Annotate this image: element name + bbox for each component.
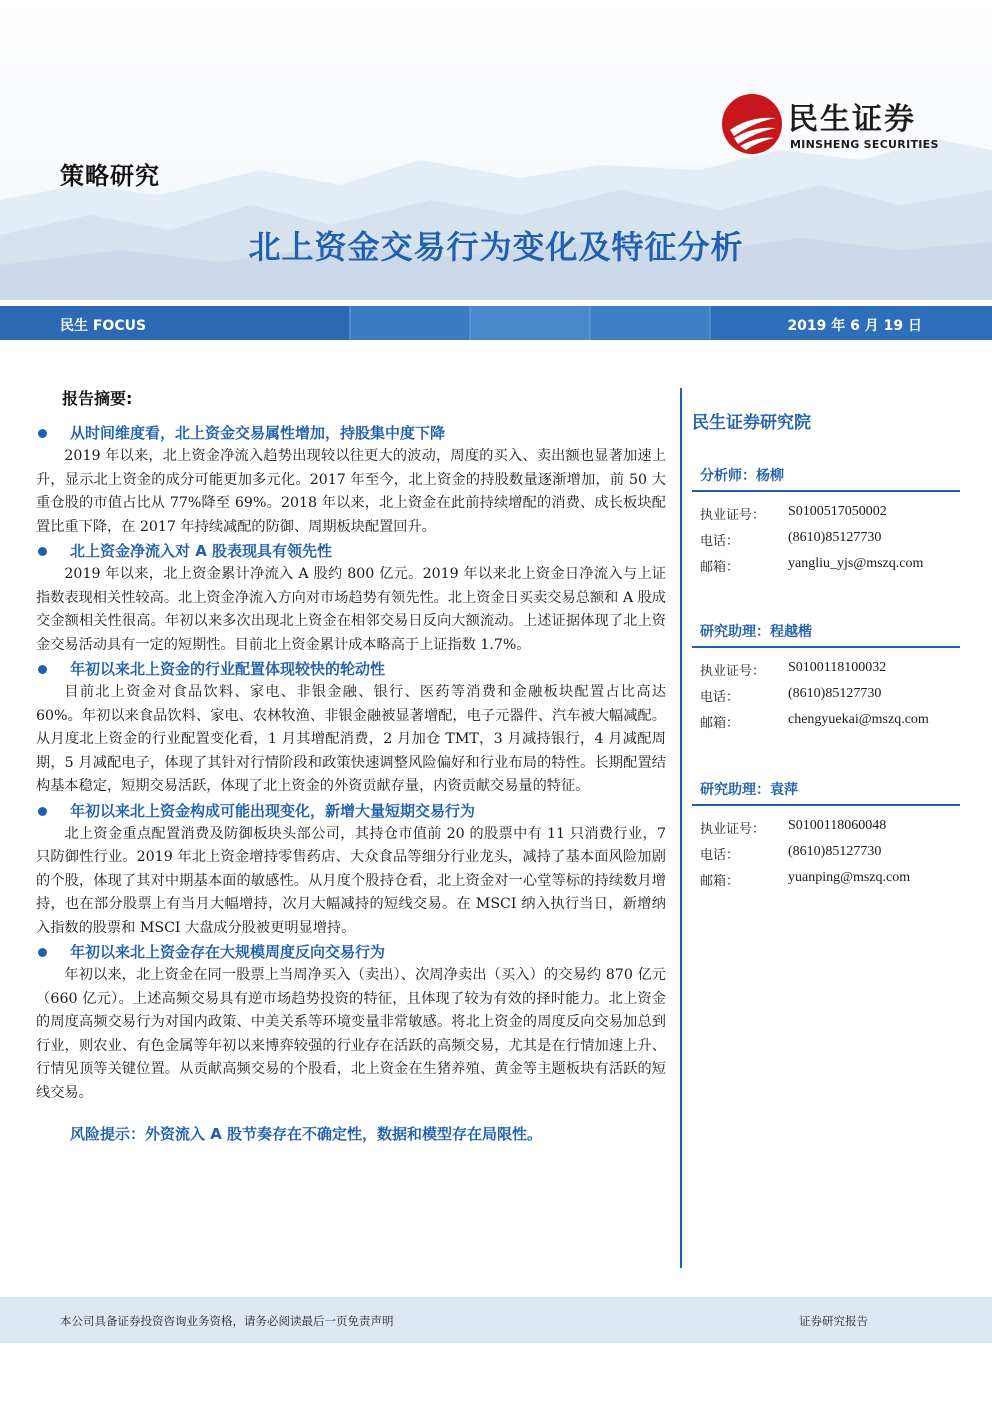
section-heading — [36, 940, 666, 964]
report-header — [0, 0, 992, 300]
analyst-info-row — [692, 708, 960, 734]
section-heading — [36, 539, 666, 563]
logo-mark-icon — [720, 92, 784, 156]
section-heading-text: 年初以来北上资金的行业配置体现较快的轮动性 — [70, 660, 386, 678]
analyst-info-row — [692, 814, 960, 840]
abstract-section — [36, 940, 666, 1105]
analyst-card — [692, 464, 960, 578]
abstract-section — [36, 657, 666, 799]
email-address[interactable]: yuanping@mszq.com — [788, 870, 911, 885]
abstract-section — [36, 539, 666, 657]
series-label: 民生 FOCUS — [60, 318, 147, 334]
bullet-icon — [38, 948, 47, 957]
title-band — [0, 306, 992, 340]
phone-number: (8610)85127730 — [788, 686, 882, 701]
section-body: 2019 年以来，北上资金累计净流入 A 股约 800 亿元。2019 年以来北上资金日净流入与上证指数表现相关性较高。北上资金净流入方向对市场趋势有领先性。北上资金日买卖交易总额和 A 股成交金额相关性很高。年初以来多次出现北上资金在相邻交易日反向大额流动。上述证据体现了北上资金交易活动具有一定的短期性。目前北上资金累计成本略高于上证指数 1.7%。 — [36, 566, 666, 653]
analyst-rule — [692, 646, 960, 648]
analyst-role: 研究助理：程越楷 — [700, 624, 812, 640]
info-key: 执业证号： — [700, 822, 766, 837]
section-body: 年初以来，北上资金在同一股票上当周净买入（卖出）、次周净卖出（买入）的交易约 870 亿元（660 亿元）。上述高频交易具有逆市场趋势投资的特征，且体现了较为有效的择时能力。北上资金的周度高频交易行为对国内政策、中美关系等环境变量非常敏感。将北上资金的周度反向交易加总到行业，则农业、有色金属等年初以来博弈较强的行业存在活跃的高频交易，尤其是在行情加速上升、行情见顶等关键位置。从贡献高频交易的个股看，北上资金在生猪养殖、黄金等主题板块有活跃的短线交易。 — [36, 967, 666, 1101]
company-logo — [720, 92, 960, 158]
abstract-section — [36, 799, 666, 941]
analyst-info-row — [692, 682, 960, 708]
info-key: 邮箱： — [700, 716, 740, 731]
report-category: 策略研究 — [60, 162, 160, 190]
abstract-title: 报告摘要: — [62, 389, 133, 408]
logo-english-name: MINSHENG SECURITIES — [790, 138, 939, 151]
analyst-info-row — [692, 552, 960, 578]
report-date: 2019 年 6 月 19 日 — [787, 318, 922, 334]
section-heading-text: 北上资金净流入对 A 股表现具有领先性 — [70, 542, 333, 560]
report-type-label: 证券研究报告 — [799, 1314, 868, 1328]
analyst-role: 研究助理：袁萍 — [700, 782, 798, 798]
page-footer — [0, 1297, 992, 1343]
email-address[interactable]: chengyuekai@mszq.com — [788, 712, 929, 727]
info-key: 执业证号： — [700, 508, 766, 523]
sidebar-divider — [680, 388, 682, 1268]
analyst-rule — [692, 490, 960, 492]
analyst-rule — [692, 804, 960, 806]
license-number: S0100118060048 — [788, 818, 887, 833]
info-key: 电话： — [700, 848, 740, 863]
disclaimer-note: 本公司具备证券投资咨询业务资格，请务必阅读最后一页免责声明 — [60, 1314, 394, 1328]
bullet-icon — [38, 547, 47, 556]
analyst-card — [692, 778, 960, 892]
section-body: 北上资金重点配置消费及防御板块头部公司，其持仓市值前 20 的股票中有 11 只消费行业，7 只防御性行业。2019 年北上资金增持零售药店、大众食品等细分行业龙头，减持了基本面风险加剧的个股，体现了其对中期基本面的敏感性。从月度个股持仓看，北上资金对一心堂等标的持续数月增持，也在部分股票上有当月大幅增持，次月大幅减持的短线交易。在 MSCI 纳入执行当日，新增纳入指数的股票和 MSCI 大盘成分股被更明显增持。 — [36, 825, 666, 936]
section-heading — [36, 799, 666, 823]
logo-chinese-name: 民生证券 — [788, 102, 916, 137]
analyst-info-row — [692, 866, 960, 892]
analyst-info-row — [692, 500, 960, 526]
section-body: 目前北上资金对食品饮料、家电、非银金融、银行、医药等消费和金融板块配置占比高达 60%。年初以来食品饮料、家电、农林牧渔、非银金融被显著增配，电子元器件、汽车被大幅减配。从月度北上资金的行业配置变化看，1 月其增配消费，2 月加仓 TMT，3 月减持银行，4 月减配周期，5 月减配电子，体现了其针对行情阶段和政策快速调整风险偏好和行业布局的特性。长期配置结构基本稳定，短期交易活跃，体现了北上资金的外资贡献存量，内资贡献交易量的特征。 — [36, 684, 666, 794]
info-key: 电话： — [700, 690, 740, 705]
phone-number: (8610)85127730 — [788, 530, 882, 545]
report-abstract — [36, 386, 666, 1144]
analyst-info-row — [692, 656, 960, 682]
analyst-info-row — [692, 526, 960, 552]
risk-warning: 风险提示：外资流入 A 股节奏存在不确定性，数据和模型存在局限性。 — [70, 1125, 543, 1143]
license-number: S0100517050002 — [788, 504, 887, 519]
abstract-section — [36, 421, 666, 539]
section-heading — [36, 421, 666, 445]
info-key: 邮箱： — [700, 874, 740, 889]
analyst-info-row — [692, 840, 960, 866]
info-key: 邮箱： — [700, 560, 740, 575]
analyst-role: 分析师：杨柳 — [700, 468, 784, 484]
section-heading-text: 从时间维度看，北上资金交易属性增加，持股集中度下降 — [70, 424, 446, 442]
section-heading-text: 年初以来北上资金构成可能出现变化，新增大量短期交易行为 — [70, 801, 476, 820]
license-number: S0100118100032 — [788, 660, 887, 675]
research-institute: 民生证券研究院 — [692, 413, 811, 433]
analyst-card — [692, 620, 960, 734]
info-key: 执业证号： — [700, 664, 766, 679]
phone-number: (8610)85127730 — [788, 844, 882, 859]
email-address[interactable]: yangliu_yjs@mszq.com — [788, 556, 924, 571]
section-heading — [36, 657, 666, 681]
bullet-icon — [38, 429, 47, 438]
report-title: 北上资金交易行为变化及特征分析 — [248, 228, 744, 266]
bullet-icon — [38, 807, 47, 816]
bullet-icon — [38, 665, 47, 674]
info-key: 电话： — [700, 534, 740, 549]
section-heading-text: 年初以来北上资金存在大规模周度反向交易行为 — [70, 943, 386, 961]
section-body: 2019 年以来，北上资金净流入趋势出现较以往更大的波动，周度的买入、卖出额也显著加速上升，显示北上资金的成分可能更加多元化。2017 年至今，北上资金的持股数量逐渐增加，前 50 大重仓股的市值占比从 77%降至 69%。2018 年以来，北上资金在此前持续增配的消费、成长板块配置比重下降，在 2017 年持续减配的防御、周期板块配置回升。 — [36, 448, 666, 535]
